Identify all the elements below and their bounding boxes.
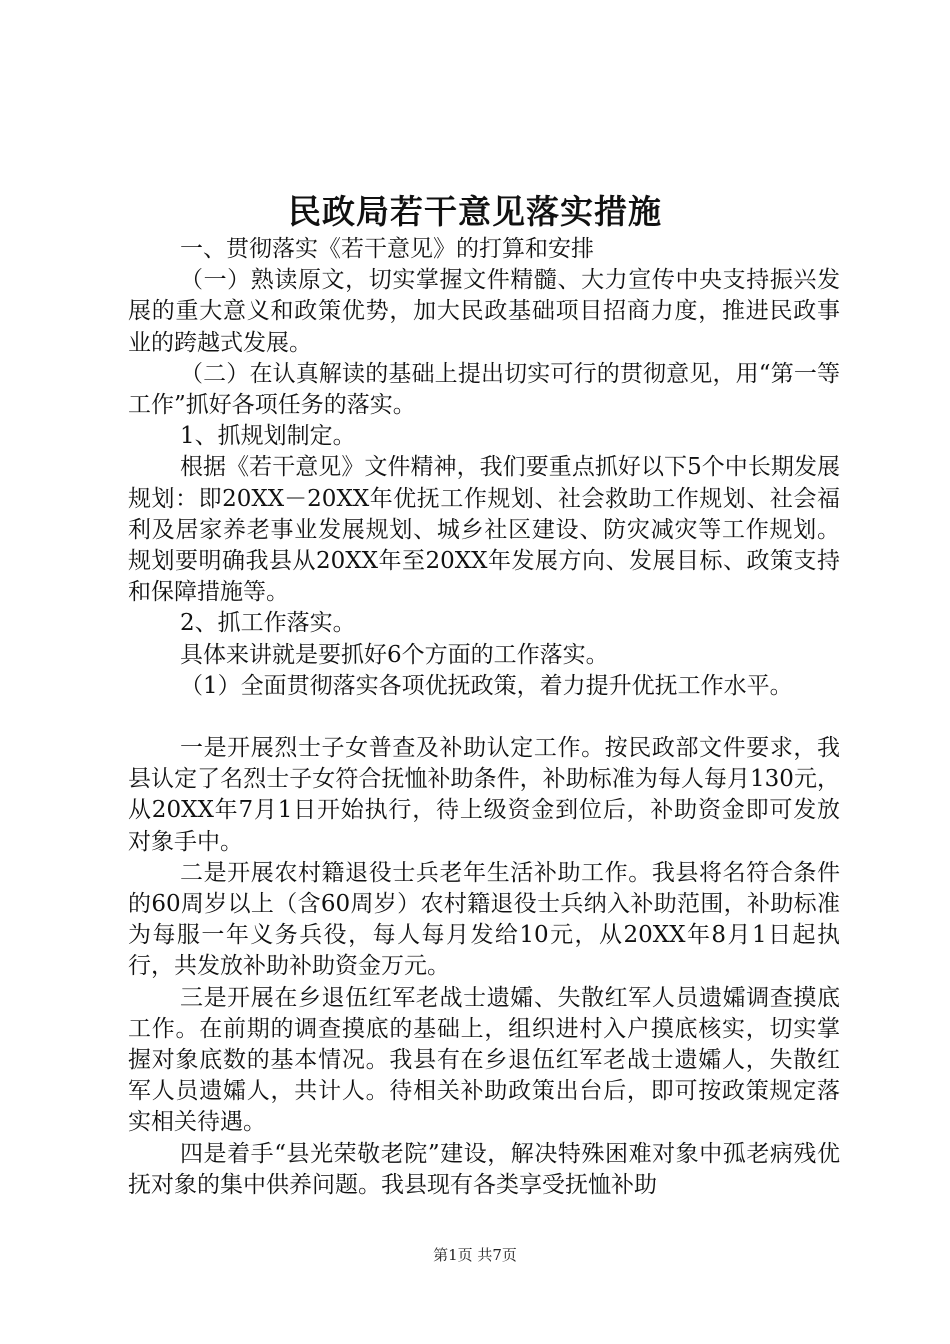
- document-title: 民政局若干意见落实措施: [288, 192, 662, 231]
- paragraph-third: 三是开展在乡退伍红军老战士遗孀、失散红军人员遗孀调查摸底工作。在前期的调查摸底的基础上，组织进村入户摸底核实，切实掌握对象底数的基本情况。我县有在乡退伍红军老战士遗孀人，失散红军人员遗孀人，共计人。待相关补助政策出台后，即可按政策规定落实相关待遇。: [128, 984, 840, 1136]
- document-body: [128, 234, 840, 1201]
- subheading-implementation: 2、抓工作落实。: [180, 610, 356, 637]
- subheading-planning: 1、抓规划制定。: [180, 423, 356, 450]
- paragraph-fourth: 四是着手“县光荣敬老院”建设，解决特殊困难对象中孤老病残优抚对象的集中供养问题。我县现有各类享受抚恤补助: [128, 1140, 840, 1198]
- paragraph-item-1: （一）熟读原文，切实掌握文件精髓、大力宣传中央支持振兴发展的重大意义和政策优势，加大民政基础项目招商力度，推进民政事业的跨越式发展。: [128, 267, 840, 356]
- paragraph-first: 一是开展烈士子女普查及补助认定工作。按民政部文件要求，我县认定了名烈士子女符合抚恤补助条件，补助标准为每人每月130元，从20XX年7月1日开始执行，待上级资金到位后，补助资金即可发放对象手中。: [128, 735, 840, 855]
- blank-line: [128, 702, 840, 733]
- paragraph-point-1: （1）全面贯彻落实各项优抚政策，着力提升优抚工作水平。: [180, 672, 793, 699]
- page-number-footer: 第1页 共7页: [433, 1246, 517, 1264]
- section-heading-1: 一、贯彻落实《若干意见》的打算和安排: [180, 236, 594, 262]
- paragraph-planning: 根据《若干意见》文件精神，我们要重点抓好以下5个中长期发展规划：即20XX－20XX年优抚工作规划、社会救助工作规划、社会福利及居家养老事业发展规划、城乡社区建设、防灾减灾等工作规划。规划要明确我县从20XX年至20XX年发展方向、发展目标、政策支持和保障措施等。: [128, 454, 840, 606]
- paragraph-six-aspects: 具体来讲就是要抓好6个方面的工作落实。: [180, 641, 609, 668]
- paragraph-item-2: （二）在认真解读的基础上提出切实可行的贯彻意见，用“第一等工作”抓好各项任务的落实。: [128, 360, 840, 419]
- paragraph-second: 二是开展农村籍退役士兵老年生活补助工作。我县将名符合条件的60周岁以上（含60周岁）农村籍退役士兵纳入补助范围，补助标准为每服一年义务兵役，每人每月发给10元，从20XX年8月1日起执行，共发放补助补助资金万元。: [128, 859, 840, 980]
